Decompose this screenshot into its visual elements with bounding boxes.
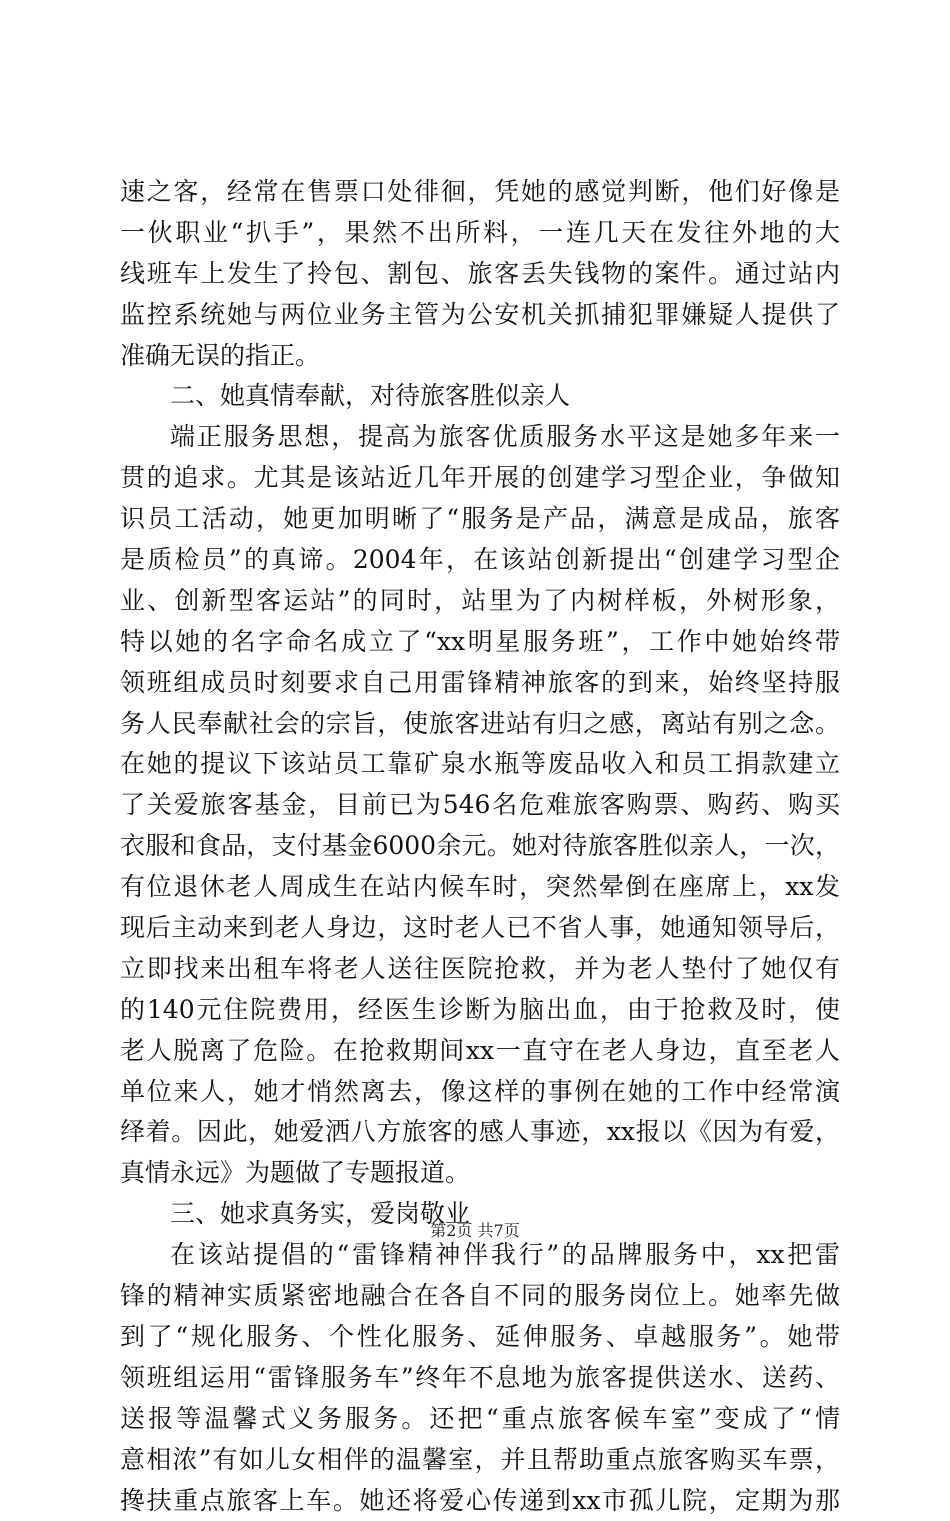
paragraph-line: 是质检员”的真谛。2004年，在该站创新提出“创建学习型企: [120, 540, 840, 581]
paragraph-line: 识员工活动，她更加明晰了“服务是产品，满意是成品，旅客: [120, 499, 840, 540]
paragraph-line: 到了“规化服务、个性化服务、延伸服务、卓越服务”。她带: [120, 1317, 840, 1358]
paragraph-line: 意相浓”有如儿女相伴的温馨室，并且帮助重点旅客购买车票，: [120, 1440, 840, 1481]
paragraph-line: 速之客，经常在售票口处徘徊，凭她的感觉判断，他们好像是: [120, 172, 840, 213]
paragraph-line: 一伙职业“扒手”，果然不出所料，一连几天在发往外地的大: [120, 213, 840, 254]
body-text: [120, 172, 840, 1521]
paragraph-line: 在该站提倡的“雷锋精神伴我行”的品牌服务中，xx把雷: [120, 1235, 840, 1276]
paragraph-line: 衣服和食品，支付基金6000余元。她对待旅客胜似亲人，一次，: [120, 826, 840, 867]
paragraph-line: 老人脱离了危险。在抢救期间xx一直守在老人身边，直至老人: [120, 1031, 840, 1072]
page-footer: 第2页 共7页: [0, 1218, 950, 1241]
paragraph-line: 特以她的名字命名成立了“xx明星服务班”，工作中她始终带: [120, 622, 840, 663]
paragraph-line: 单位来人，她才悄然离去，像这样的事例在她的工作中经常演: [120, 1072, 840, 1113]
paragraph-line: 领班组运用“雷锋服务车”终年不息地为旅客提供送水、送药、: [120, 1358, 840, 1399]
paragraph-line: 有位退休老人周成生在站内候车时，突然晕倒在座席上，xx发: [120, 867, 840, 908]
paragraph-line: 务人民奉献社会的宗旨，使旅客进站有归之感，离站有别之念。: [120, 704, 840, 745]
paragraph-line: 线班车上发生了拎包、割包、旅客丢失钱物的案件。通过站内: [120, 254, 840, 295]
paragraph-line: 在她的提议下该站员工靠矿泉水瓶等废品收入和员工捐款建立: [120, 744, 840, 785]
paragraph-line: 现后主动来到老人身边，这时老人已不省人事，她通知领导后，: [120, 908, 840, 949]
paragraph-line: 立即找来出租车将老人送往医院抢救，并为老人垫付了她仅有: [120, 949, 840, 990]
paragraph-line: 的140元住院费用，经医生诊断为脑出血，由于抢救及时，使: [120, 990, 840, 1031]
paragraph-line: 了关爱旅客基金，目前已为546名危难旅客购票、购药、购买: [120, 785, 840, 826]
paragraph-line: 送报等温馨式义务服务。还把“重点旅客候车室”变成了“情: [120, 1399, 840, 1440]
paragraph-line: 锋的精神实质紧密地融合在各自不同的服务岗位上。她率先做: [120, 1276, 840, 1317]
paragraph-line: 业、创新型客运站”的同时，站里为了内树样板，外树形象，: [120, 581, 840, 622]
paragraph-line: 贯的追求。尤其是该站近几年开展的创建学习型企业，争做知: [120, 458, 840, 499]
paragraph-line: 真情永远》为题做了专题报道。: [120, 1153, 840, 1194]
paragraph-line: 监控系统她与两位业务主管为公安机关抓捕犯罪嫌疑人提供了: [120, 295, 840, 336]
section-heading: 三、她求真务实，爱岗敬业: [120, 1194, 840, 1235]
paragraph-line: 绎着。因此，她爱洒八方旅客的感人事迹，xx报以《因为有爱，: [120, 1112, 840, 1153]
paragraph-line: 准确无误的指正。: [120, 336, 840, 377]
paragraph-line: 领班组成员时刻要求自己用雷锋精神旅客的到来，始终坚持服: [120, 663, 840, 704]
paragraph-line: 端正服务思想，提高为旅客优质服务水平这是她多年来一: [120, 417, 840, 458]
section-heading: 二、她真情奉献，对待旅客胜似亲人: [120, 376, 840, 417]
paragraph-line: 搀扶重点旅客上车。她还将爱心传递到xx市孤儿院，定期为那: [120, 1481, 840, 1521]
